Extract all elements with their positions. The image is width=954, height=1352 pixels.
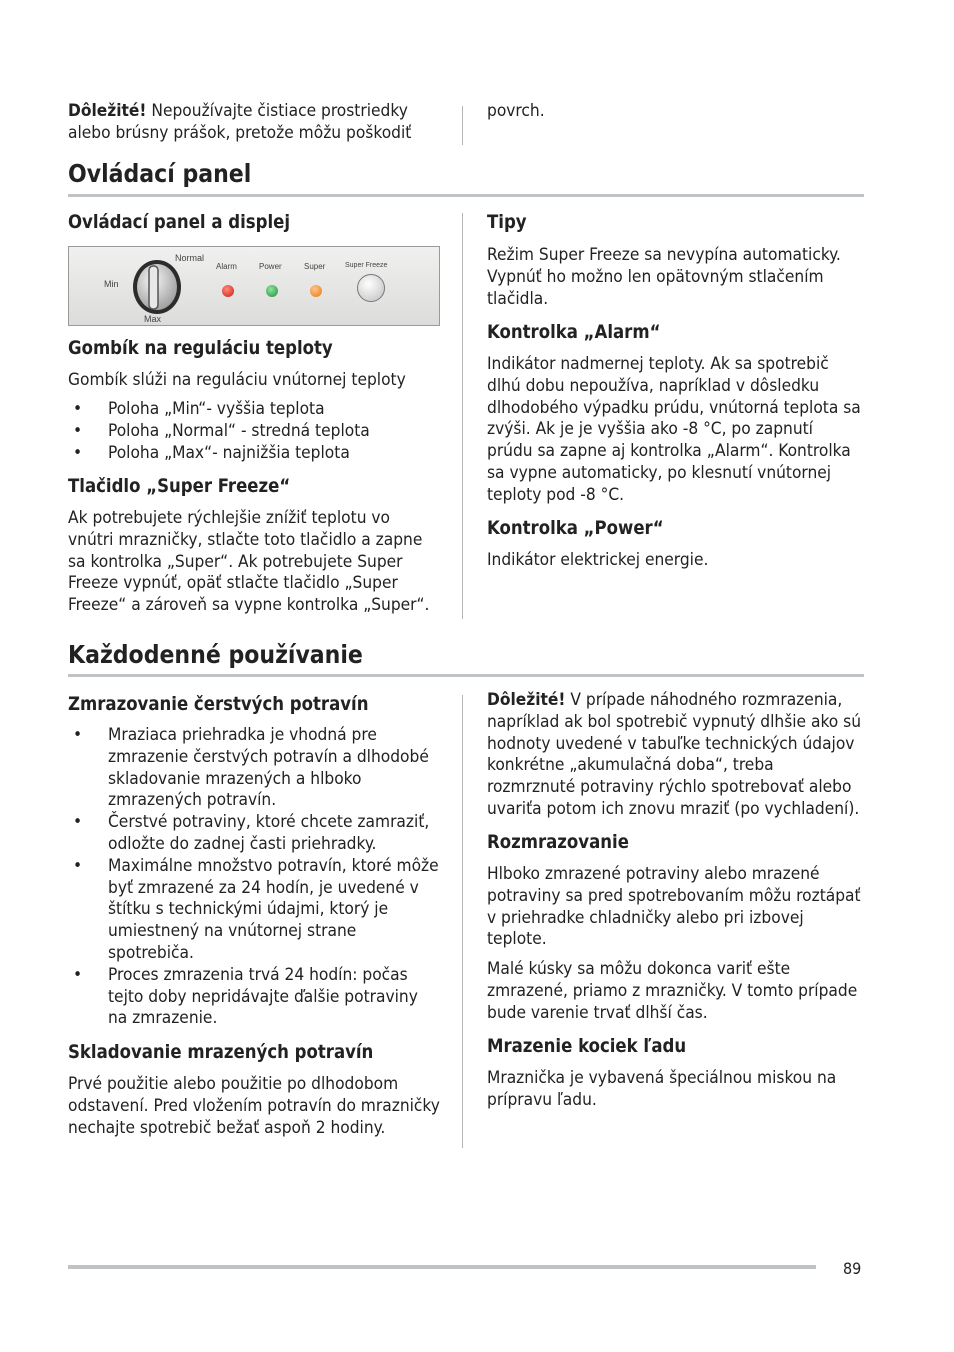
storage-heading: Skladovanie mrazených potravín <box>68 1042 374 1063</box>
power-led-icon <box>266 285 278 297</box>
list-item: • Poloha „Min“- vyššia teplota <box>73 399 325 419</box>
column-divider <box>462 106 463 145</box>
list-item: • Maximálne množstvo potravín, ktoré môže byť zmrazené za 24 hodín, je uvedené v štítku s technickými údajmi, ktorý je umiestnený na vnútornej strane spotrebiča. <box>73 855 439 963</box>
important-text: V prípade náhodného rozmrazenia, napríklad ak bol spotrebič vypnutý dlhšie ako sú hodnoty uvedené v tabuľke technických údajov konkrétne „akumulačná doba“, treba rozmrznuté potraviny rýchlo spotrebovať alebo uvariťa potom ich znovu mraziť (po vychladení). <box>487 690 862 819</box>
power-label: Power <box>259 262 282 271</box>
power-text: Indikátor elektrickej energie. <box>487 550 709 570</box>
intro-important-right: povrch. <box>487 101 545 121</box>
normal-label: Normal <box>175 253 205 263</box>
important-text: Nepoužívajte čistiace prostriedky alebo brúsny prášok, pretože môžu poškodiť <box>68 101 412 143</box>
knob-text: Gombík slúži na reguláciu vnútornej teploty <box>68 370 406 390</box>
storage-text: Prvé použitie alebo použitie po dlhodobom odstavení. Pred vložením potravín do mrazničky nechajte spotrebič bežať aspoň 2 hodiny. <box>68 1074 440 1138</box>
important-paragraph <box>487 690 863 821</box>
tips-heading: Tipy <box>487 212 527 233</box>
alarm-heading: Kontrolka „Alarm“ <box>487 322 661 343</box>
super-freeze-heading: Tlačidlo „Super Freeze“ <box>68 476 291 497</box>
alarm-led-icon <box>222 285 234 297</box>
intro-important-left <box>68 101 440 145</box>
panel-heading: Ovládací panel a displej <box>68 212 291 233</box>
list-item: • Čerstvé potraviny, ktoré chcete zamraziť, odložte do zadnej časti priehradky. <box>73 812 430 854</box>
list-item: • Proces zmrazenia trvá 24 hodín: počas tejto doby nepridávajte ďalšie potraviny na zmrazenie. <box>73 964 418 1029</box>
column-divider <box>462 213 463 619</box>
section-title-daily-use: Každodenné používanie <box>68 640 363 669</box>
list-item: • Poloha „Normal“ - stredná teplota <box>73 420 370 441</box>
freeze-list <box>68 725 440 1030</box>
knob-heading: Gombík na reguláciu teploty <box>68 338 333 359</box>
alarm-label: Alarm <box>216 262 237 271</box>
super-freeze-text: Ak potrebujete rýchlejšie znížiť teplotu vo vnútri mrazničky, stlačte toto tlačidlo a zapne sa kontrolka „Super“. Ak potrebujete Super Freeze vypnúť, opäť stlačte tlačidlo „Super Freeze“ a zároveň sa vypne kontrolka „Super“. <box>68 508 430 616</box>
important-label: Dôležité! <box>68 101 147 121</box>
footer-rule <box>68 1265 816 1269</box>
super-freeze-label: Super Freeze <box>345 262 388 269</box>
knob-list <box>68 399 440 464</box>
min-label: Min <box>104 279 119 289</box>
alarm-text: Indikátor nadmernej teploty. Ak sa spotrebič dlhú dobu nepoužíva, napríklad v dôsledku dlhodobého výpadku prúdu, vnútorná teplota sa zvýši. Ak je je vyššia ako -8 °C, po zapnutí prúdu sa zapne aj kontrolka „Alarm“. Kontrolka sa vypne automaticky, po klesnutí vnútornej teploty pod -8 °C. <box>487 354 861 505</box>
freeze-heading: Zmrazovanie čerstvých potravín <box>68 694 369 715</box>
tips-text: Režim Super Freeze sa nevypína automaticky. Vypnúť ho možno len opätovným stlačením tlačidla. <box>487 245 841 309</box>
thaw-heading: Rozmrazovanie <box>487 832 629 853</box>
control-panel-image <box>68 246 440 326</box>
section-rule <box>68 194 864 197</box>
list-item: • Poloha „Max“- najnižšia teplota <box>73 442 350 463</box>
thaw-text-2: Malé kúsky sa môžu dokonca variť ešte zmrazené, priamo z mrazničky. V tomto prípade bude varenie trvať dlhší čas. <box>487 959 858 1023</box>
super-freeze-button[interactable] <box>357 274 385 302</box>
ice-text: Mraznička je vybavená špeciálnou miskou na prípravu ľadu. <box>487 1068 837 1110</box>
section-rule <box>68 674 864 677</box>
super-led-icon <box>310 285 322 297</box>
temperature-knob-icon <box>133 257 185 321</box>
max-label: Max <box>144 314 162 324</box>
section-title-control-panel: Ovládací panel <box>68 159 252 188</box>
column-divider <box>462 695 463 1148</box>
super-label: Super <box>304 262 326 271</box>
thaw-text-1: Hlboko zmrazené potraviny alebo mrazené potraviny sa pred spotrebovaním môžu roztápať v priehradke chladničky alebo pri izbovej teplote. <box>487 864 861 950</box>
page-number: 89 <box>843 1259 862 1278</box>
power-heading: Kontrolka „Power“ <box>487 518 664 539</box>
important-label: Dôležité! <box>487 690 566 710</box>
ice-heading: Mrazenie kociek ľadu <box>487 1036 687 1057</box>
list-item: • Mraziaca priehradka je vhodná pre zmrazenie čerstvých potravín a dlhodobé skladovanie mrazených a hlboko zmrazených potravín. <box>73 725 429 811</box>
